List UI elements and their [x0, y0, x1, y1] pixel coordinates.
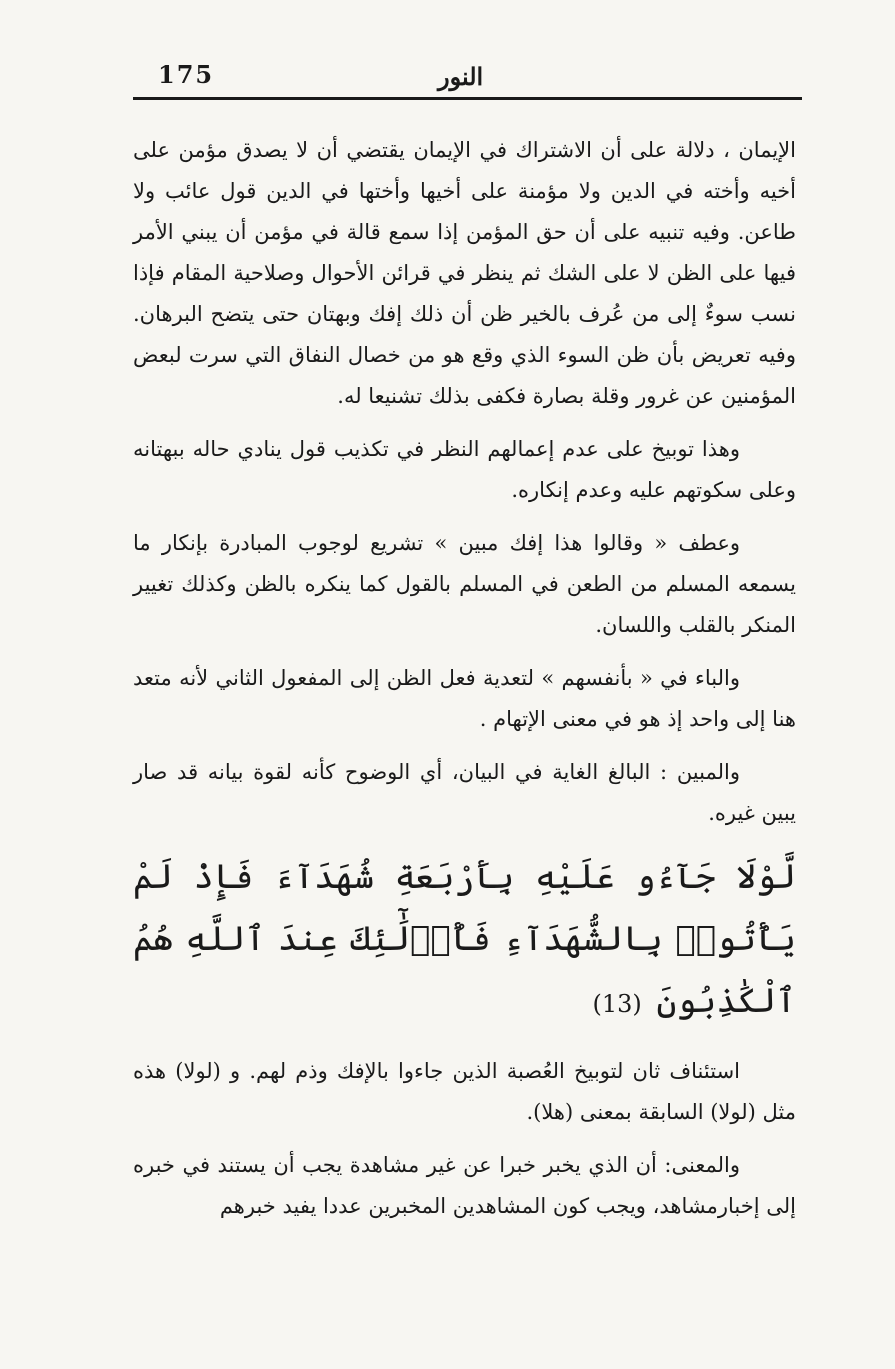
running-title: النور	[438, 62, 484, 91]
page-number: 175	[158, 60, 215, 89]
paragraph: والمبين : البالغ الغاية في البيان، أي الوضوح كأنه لقوة بيانه قد صار يبين غيره.	[133, 760, 796, 825]
header-rule	[133, 97, 802, 100]
verse-text: لَّوْلَا جَآءُو عَلَيْهِ بِأَرْبَعَةِ شُهَدَآءَ فَإِذْ لَمْ يَأْتُوا۟ بِالشُّهَدَآءِ فَأُو۟لَٰٓئِكَ عِندَ ٱللَّهِ هُمُ ٱلْكَٰذِبُونَ	[133, 857, 796, 1021]
quran-verse	[133, 846, 796, 1035]
body-text	[133, 130, 796, 1239]
paragraph: والمعنى: أن الذي يخبر خبرا عن غير مشاهدة يجب أن يستند في خبره إلى إخبارمشاهد، ويجب كون المشاهدين المخبرين عددا يفيد خبرهم	[133, 1153, 796, 1218]
verse-number: (13)	[592, 990, 642, 1018]
paragraph: استئناف ثان لتوبيخ العُصبة الذين جاءوا بالإفك وذم لهم. و (لولا) هذه مثل (لولا) السابقة بمعنى (هلا).	[133, 1059, 796, 1124]
paragraph: وعطف « وقالوا هذا إفك مبين » تشريع لوجوب المبادرة بإنكار ما يسمعه المسلم من الطعن في المسلم بالقول كما ينكره بالظن وكذلك تغيير المنكر بالقلب واللسان.	[133, 531, 796, 637]
paragraph: وهذا توبيخ على عدم إعمالهم النظر في تكذيب قول ينادي حاله ببهتانه وعلى سكوتهم عليه وعدم إنكاره.	[133, 437, 796, 502]
paragraph: والباء في « بأنفسهم » لتعدية فعل الظن إلى المفعول الثاني لأنه متعد هنا إلى واحد إذ هو في معنى الإتهام .	[133, 666, 796, 731]
page-header	[133, 58, 801, 98]
paragraph: الإيمان ، دلالة على أن الاشتراك في الإيمان يقتضي أن لا يصدق مؤمن على أخيه وأخته في الدين ولا مؤمنة على أخيها وأختها في الدين قول عائب ولا طاعن. وفيه تنبيه على أن حق المؤمن إذا سمع قالة في مؤمن أن يبني الأمر فيها على الظن لا على الشك ثم ينظر في قرائن الأحوال وصلاحية المقام فإذا نسب سوءٌ إلى من عُرف بالخير ظن أن ذلك إفك وبهتان حتى يتضح البرهان. وفيه تعريض بأن ظن السوء الذي وقع هو من خصال النفاق التي سرت لبعض المؤمنين عن غرور وقلة بصارة فكفى بذلك تشنيعا له.	[133, 138, 796, 408]
